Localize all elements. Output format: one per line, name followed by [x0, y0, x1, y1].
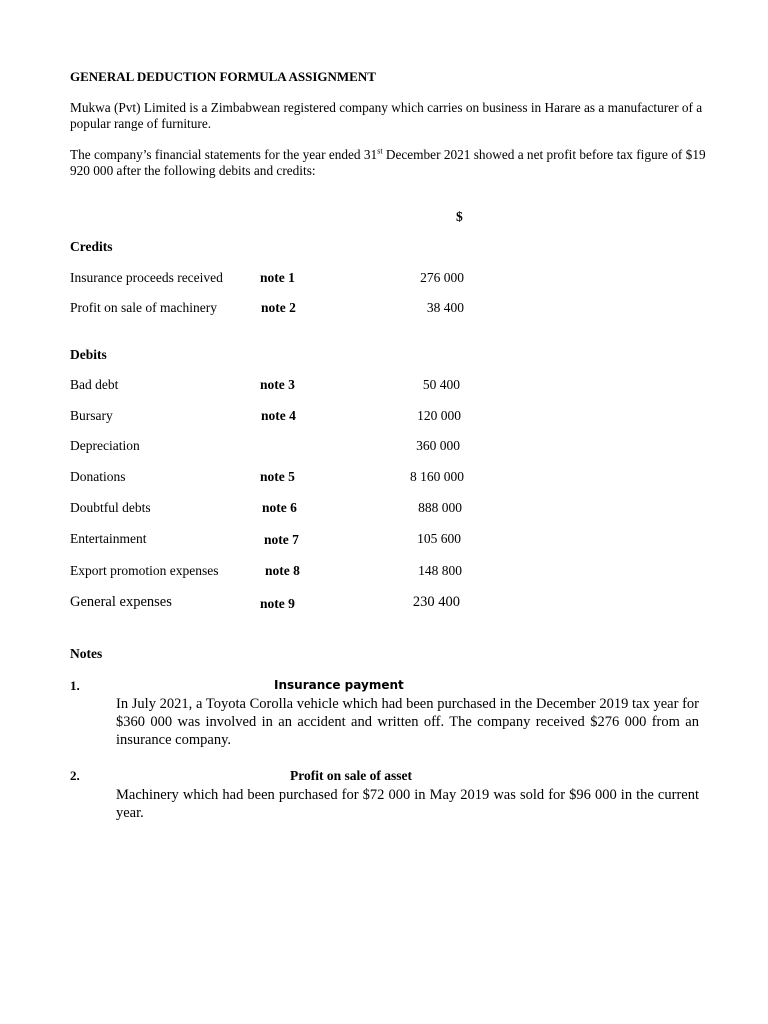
ordinal-suffix: st: [377, 146, 383, 156]
credit-item-label: Profit on sale of machinery: [70, 300, 217, 315]
currency-column-header: $: [456, 209, 463, 224]
debit-item-amount: 360 000: [416, 438, 460, 453]
debit-item-note: note 4: [261, 408, 296, 423]
debit-item-amount: 8 160 000: [410, 469, 464, 484]
debit-item-note: note 9: [260, 596, 295, 611]
note-number: 2.: [70, 768, 80, 783]
credit-item-amount: 38 400: [426, 300, 464, 315]
statement-text-before: The company’s financial statements for the year ended 31: [70, 147, 378, 162]
credit-item-note: note 1: [260, 270, 295, 285]
debit-item-amount: 120 000: [417, 408, 461, 423]
credit-item-note: note 2: [261, 300, 296, 315]
statement-paragraph: [70, 147, 710, 179]
debit-item-label: Export promotion expenses: [70, 563, 219, 578]
debit-item-label: Bad debt: [70, 377, 119, 392]
note-heading: Profit on sale of asset: [290, 768, 412, 783]
debit-item-amount: 105 600: [417, 531, 461, 546]
statement-text-after: December 2021 showed a net profit before tax figure of $19 920 000 after the following debits and credits:: [70, 147, 706, 178]
credit-item-amount: 276 000: [420, 270, 464, 285]
credit-item-label: Insurance proceeds received: [70, 270, 223, 285]
note-heading: Insurance payment: [274, 678, 404, 692]
debit-item-label: Bursary: [70, 408, 113, 423]
debits-heading: Debits: [70, 347, 107, 362]
debit-item-note: note 3: [260, 377, 295, 392]
debit-item-amount: 230 400: [412, 594, 460, 610]
note-body: Machinery which had been purchased for $72 000 in May 2019 was sold for $96 000 in the current year.: [116, 787, 699, 821]
debit-item-amount: 148 800: [418, 563, 462, 578]
debit-item-label: Depreciation: [70, 438, 140, 453]
debit-item-amount: 888 000: [418, 500, 462, 515]
debit-item-note: note 8: [265, 563, 300, 578]
note-body: In July 2021, a Toyota Corolla vehicle which had been purchased in the December 2019 tax year for $360 000 was involved in an accident and written off. The company received $276 000 from an insurance company.: [116, 696, 699, 748]
debit-item-note: note 5: [260, 469, 295, 484]
debit-item-label: Donations: [70, 469, 126, 484]
debit-item-label: General expenses: [70, 594, 172, 610]
debit-item-label: Doubtful debts: [70, 500, 151, 515]
document-title: GENERAL DEDUCTION FORMULA ASSIGNMENT: [70, 69, 376, 84]
debit-item-label: Entertainment: [70, 531, 147, 546]
debit-item-note: note 7: [264, 532, 299, 547]
note-number: 1.: [70, 678, 80, 693]
intro-paragraph: Mukwa (Pvt) Limited is a Zimbabwean registered company which carries on business in Harare as a manufacturer of a popular range of furniture.: [70, 100, 703, 131]
credits-heading: Credits: [70, 239, 113, 254]
debit-item-note: note 6: [262, 500, 297, 515]
debit-item-amount: 50 400: [422, 377, 460, 392]
notes-heading: Notes: [70, 646, 103, 661]
